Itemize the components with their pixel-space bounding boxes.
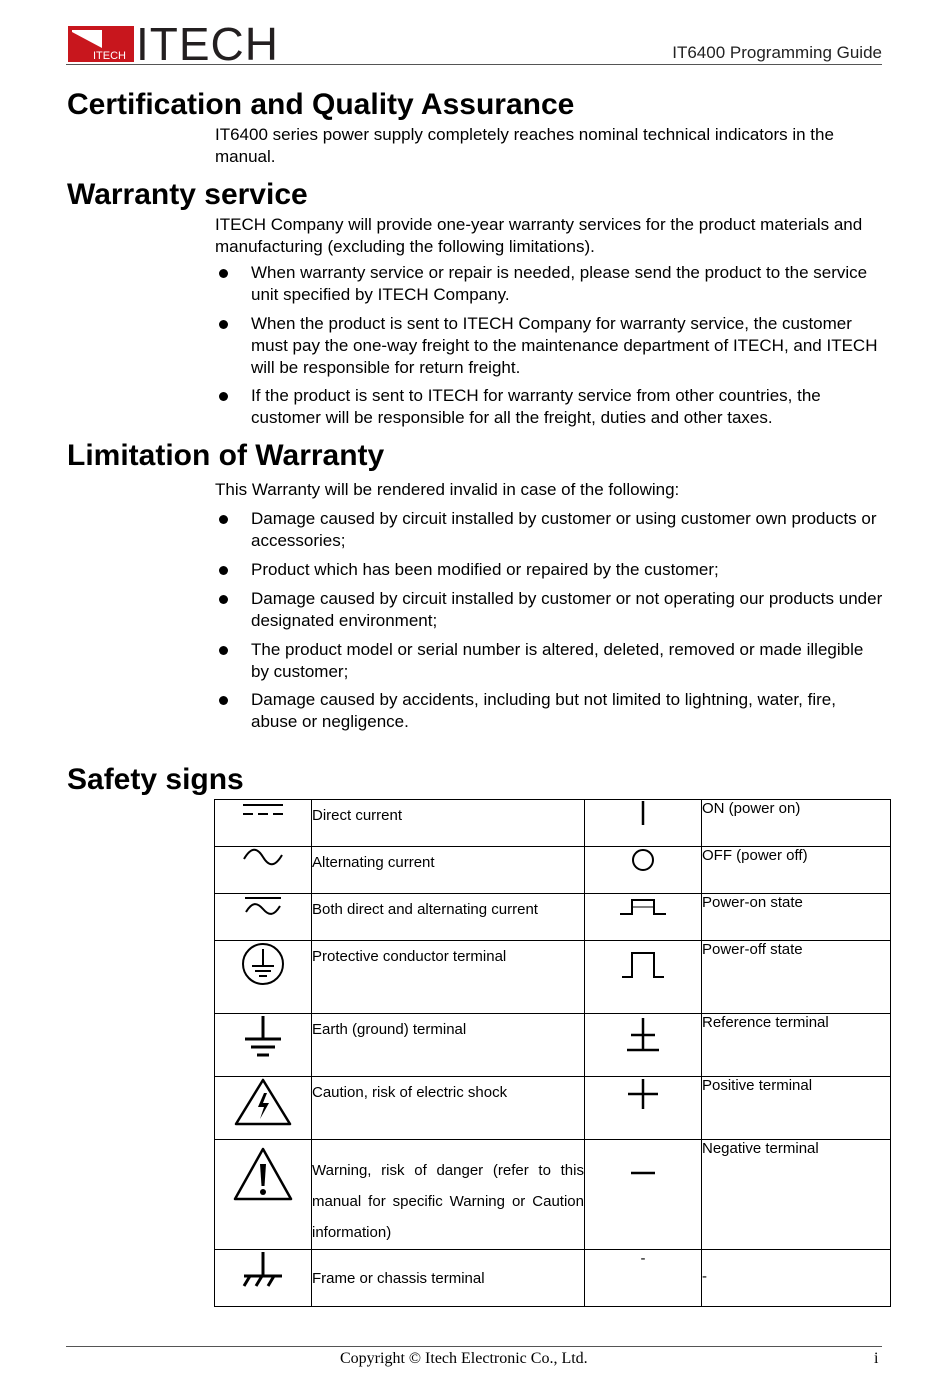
sign-description: Both direct and alternating current bbox=[312, 894, 585, 941]
bullet-icon bbox=[219, 269, 228, 278]
warranty-paragraph: ITECH Company will provide one-year warranty services for the product materials and manufacturing (excluding the following limitations). bbox=[215, 215, 863, 256]
list-item: When warranty service or repair is needed, please send the product to the service unit specified by ITECH Company. bbox=[215, 262, 885, 306]
empty-symbol: - bbox=[585, 1250, 702, 1307]
list-item: Product which has been modified or repaired by the customer; bbox=[215, 559, 885, 581]
header-divider bbox=[66, 64, 882, 65]
list-item: Damage caused by accidents, including but not limited to lightning, water, fire, abuse or negligence. bbox=[215, 689, 885, 733]
limitation-paragraph: This Warranty will be rendered invalid in case of the following: bbox=[215, 480, 680, 499]
positive-terminal-icon bbox=[585, 1077, 702, 1140]
itech-logo bbox=[68, 18, 279, 70]
sign-description: Caution, risk of electric shock bbox=[312, 1077, 585, 1140]
sign-description: Negative terminal bbox=[702, 1140, 891, 1250]
bullet-icon bbox=[219, 320, 228, 329]
reference-terminal-icon bbox=[585, 1014, 702, 1077]
document-title: IT6400 Programming Guide bbox=[672, 43, 882, 62]
limitation-heading: Limitation of Warranty bbox=[67, 439, 385, 472]
safety-heading: Safety signs bbox=[67, 763, 244, 796]
direct-current-icon bbox=[215, 800, 312, 847]
safety-signs-table bbox=[214, 799, 891, 1307]
bullet-icon bbox=[219, 646, 228, 655]
sign-description: Reference terminal bbox=[702, 1014, 891, 1077]
table-row bbox=[215, 1077, 891, 1140]
list-item: When the product is sent to ITECH Company for warranty service, the customer must pay the one-way freight to the maintenance department of ITECH, and ITECH will be responsible for return freight. bbox=[215, 313, 885, 379]
sign-description: Direct current bbox=[312, 800, 585, 847]
bullet-icon bbox=[219, 392, 228, 401]
certification-paragraph: IT6400 series power supply completely reaches nominal technical indicators in the manual. bbox=[215, 125, 834, 166]
list-item: If the product is sent to ITECH for warranty service from other countries, the customer will be responsible for all the freight, duties and other taxes. bbox=[215, 385, 885, 429]
warning-danger-icon bbox=[215, 1140, 312, 1250]
on-power-icon bbox=[585, 800, 702, 847]
power-off-state-icon bbox=[585, 941, 702, 1014]
warranty-heading: Warranty service bbox=[67, 178, 308, 211]
sign-description: ON (power on) bbox=[702, 800, 891, 847]
list-item: Damage caused by circuit installed by customer or not operating our products under designated environment; bbox=[215, 588, 885, 632]
electric-shock-icon bbox=[215, 1077, 312, 1140]
power-on-state-icon bbox=[585, 894, 702, 941]
table-row bbox=[215, 847, 891, 894]
bullet-icon bbox=[219, 696, 228, 705]
sign-description: Positive terminal bbox=[702, 1077, 891, 1140]
alternating-current-icon bbox=[215, 847, 312, 894]
table-row bbox=[215, 941, 891, 1014]
off-power-icon bbox=[585, 847, 702, 894]
sign-description: OFF (power off) bbox=[702, 847, 891, 894]
sign-description: Warning, risk of danger (refer to this manual for specific Warning or Caution information) bbox=[312, 1140, 585, 1250]
logo-wordmark: ITECH bbox=[136, 18, 279, 70]
table-row bbox=[215, 1014, 891, 1077]
sign-description: Power-off state bbox=[702, 941, 891, 1014]
copyright-text: Copyright © Itech Electronic Co., Ltd. bbox=[340, 1350, 588, 1367]
table-row bbox=[215, 1250, 891, 1307]
logo-badge bbox=[68, 24, 134, 64]
list-item: The product model or serial number is altered, deleted, removed or made illegible by customer; bbox=[215, 639, 885, 683]
sign-description: Alternating current bbox=[312, 847, 585, 894]
footer-divider bbox=[66, 1346, 882, 1347]
page-header bbox=[0, 0, 950, 70]
sign-description: Earth (ground) terminal bbox=[312, 1014, 585, 1077]
sign-description: Frame or chassis terminal bbox=[312, 1250, 585, 1307]
logo-small-text: ITECH bbox=[93, 50, 126, 62]
sign-description: - bbox=[702, 1250, 891, 1307]
chassis-terminal-icon bbox=[215, 1250, 312, 1307]
sign-description: Protective conductor terminal bbox=[312, 941, 585, 1014]
bullet-icon bbox=[219, 515, 228, 524]
table-row bbox=[215, 1140, 891, 1250]
protective-conductor-icon bbox=[215, 941, 312, 1014]
dc-ac-icon bbox=[215, 894, 312, 941]
bullet-icon bbox=[219, 566, 228, 575]
table-row bbox=[215, 800, 891, 847]
table-row bbox=[215, 894, 891, 941]
bullet-icon bbox=[219, 595, 228, 604]
sign-description: Power-on state bbox=[702, 894, 891, 941]
negative-terminal-icon bbox=[585, 1140, 702, 1250]
earth-ground-icon bbox=[215, 1014, 312, 1077]
list-item: Damage caused by circuit installed by customer or using customer own products or accessories; bbox=[215, 508, 885, 552]
page-number: i bbox=[874, 1350, 879, 1367]
certification-heading: Certification and Quality Assurance bbox=[67, 88, 575, 121]
